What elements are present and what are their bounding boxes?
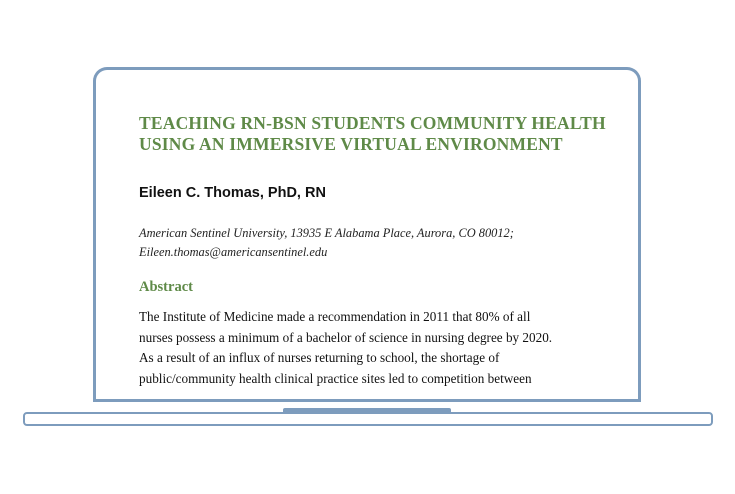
abstract-line: The Institute of Medicine made a recommendation in 2011 that 80% of all	[139, 309, 531, 324]
author-name: Eileen C. Thomas, PhD, RN	[139, 185, 326, 201]
screen-bottom-edge	[93, 399, 641, 402]
paper-title	[139, 113, 619, 155]
abstract-line: As a result of an influx of nurses returning to school, the shortage of	[139, 350, 500, 365]
abstract-line: public/community health clinical practice sites led to competition between	[139, 370, 532, 386]
paper-title-line: USING AN IMMERSIVE VIRTUAL ENVIRONMENT	[139, 134, 563, 154]
laptop-base	[23, 412, 713, 426]
affiliation-line: American Sentinel University, 13935 E Alabama Place, Aurora, CO 80012;	[139, 226, 514, 240]
document-page	[96, 70, 638, 399]
laptop-hinge-notch	[283, 408, 451, 414]
author-affiliation	[139, 224, 514, 262]
abstract-line: nurses possess a minimum of a bachelor of science in nursing degree by 2020.	[139, 329, 553, 345]
laptop-screen	[93, 67, 641, 399]
paper-title-line: TEACHING RN-BSN STUDENTS COMMUNITY HEALTH	[139, 113, 606, 133]
affiliation-email: Eileen.thomas@americansentinel.edu	[139, 245, 328, 259]
abstract-body	[139, 307, 552, 389]
abstract-heading: Abstract	[139, 279, 193, 295]
